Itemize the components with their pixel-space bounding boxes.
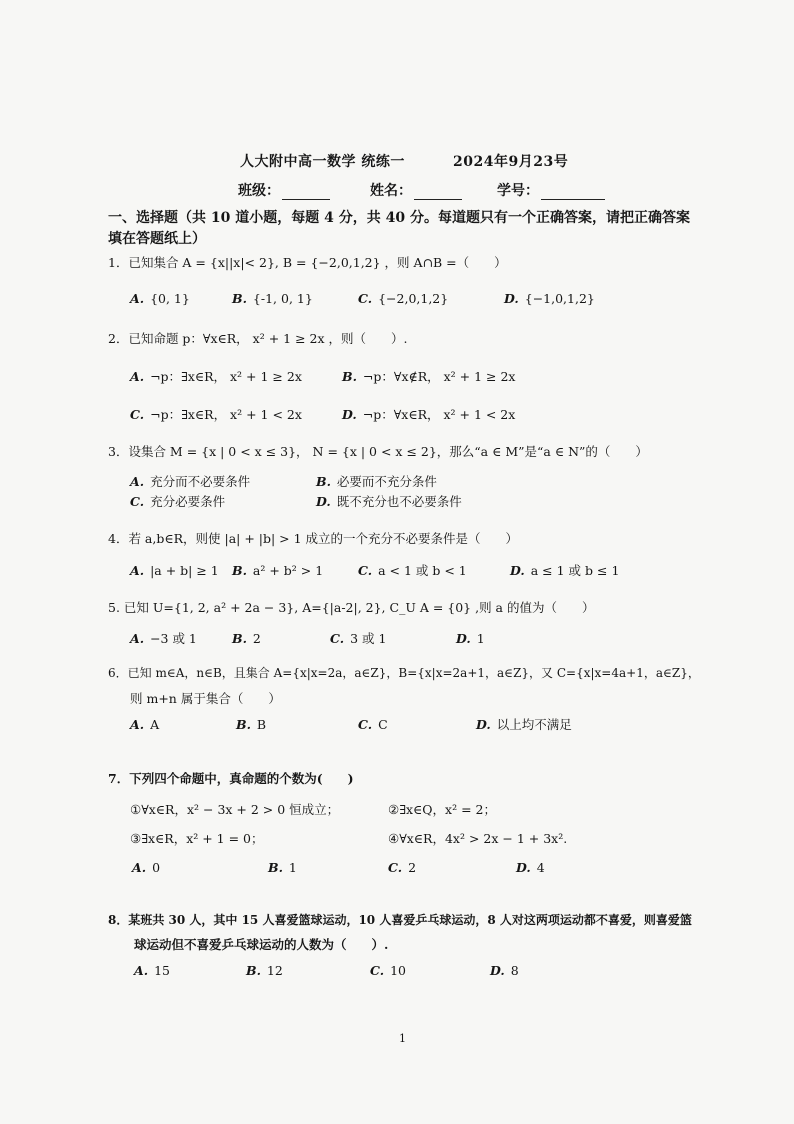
question-3-option-d: D. 既不充分也不必要条件	[316, 494, 462, 509]
question-4-option-c: C. a < 1 或 b < 1	[358, 563, 467, 578]
name-label: 姓名：	[370, 183, 412, 199]
question-2-stem: 2．已知命题 p：∀x∈R， x² + 1 ≥ 2x ，则（ ）.	[108, 331, 408, 346]
question-1-option-b: B. {-1, 0, 1}	[232, 291, 313, 306]
question-2-option-c: C. ¬p：∃x∈R， x² + 1 < 2x	[130, 407, 302, 422]
question-5-option-d: D. 1	[456, 631, 485, 646]
question-5-option-a: A. −3 或 1	[130, 631, 197, 646]
question-3-stem: 3．设集合 M = {x | 0 < x ≤ 3}， N = {x | 0 < x ≤ 2}，那么“a ∈ M”是“a ∈ N”的（ ）	[108, 444, 648, 459]
class-blank	[282, 185, 330, 200]
question-8-stem: 8．某班共 30 人，其中 15 人喜爱篮球运动，10 人喜爱乒乓球运动，8 人对这两项运动都不喜爱，则喜爱篮	[108, 913, 692, 927]
question-4-stem: 4．若 a,b∈R，则使 |a| + |b| > 1 成立的一个充分不必要条件是（ ）	[108, 531, 519, 546]
question-1-stem: 1．已知集合 A = {x||x|< 2}, B = {−2,0,1,2} ，则 A∩B =（ ）	[108, 255, 507, 270]
question-4-option-a: A. |a + b| ≥ 1	[130, 563, 219, 578]
question-5-option-c: C. 3 或 1	[330, 631, 387, 646]
question-6-option-a: A. A	[130, 717, 160, 732]
question-8-option-b: B. 12	[246, 963, 283, 978]
question-2-option-a: A. ¬p：∃x∈R， x² + 1 ≥ 2x	[130, 369, 302, 384]
section-heading-line1: 一、选择题（共 10 道小题，每题 4 分，共 40 分。每道题只有一个正确答案，请把正确答案	[108, 210, 690, 226]
question-6-stem-continued: 则 m+n 属于集合（ ）	[130, 691, 281, 706]
page-number: 1	[399, 1032, 406, 1045]
question-2-option-b: B. ¬p：∀x∉R， x² + 1 ≥ 2x	[342, 369, 516, 384]
question-8-option-d: D. 8	[490, 963, 519, 978]
question-6-option-b: B. B	[236, 717, 267, 732]
question-8-option-c: C. 10	[370, 963, 406, 978]
question-6-stem: 6．已知 m∈A，n∈B，且集合 A={x|x=2a，a∈Z}，B={x|x=2a+1，a∈Z}，又 C={x|x=4a+1，a∈Z}，	[108, 666, 700, 680]
question-8-option-a: A. 15	[134, 963, 170, 978]
id-label: 学号：	[497, 183, 539, 199]
question-7-proposition-1: ①∀x∈R，x² − 3x + 2 > 0 恒成立；	[130, 802, 340, 817]
question-1-option-c: C. {−2,0,1,2}	[358, 291, 449, 306]
exam-date: 2024年9月23号	[453, 154, 569, 170]
name-blank	[414, 185, 462, 200]
question-7-proposition-3: ③∃x∈R，x² + 1 = 0；	[130, 831, 264, 846]
id-blank	[541, 185, 605, 200]
question-4-option-b: B. a² + b² > 1	[232, 563, 324, 578]
question-7-proposition-2: ②∃x∈Q，x² = 2；	[388, 802, 496, 817]
question-3-option-c: C. 充分必要条件	[130, 494, 226, 509]
id-field	[497, 180, 605, 200]
question-4-option-d: D. a ≤ 1 或 b ≤ 1	[510, 563, 620, 578]
question-6-option-d: D. 以上均不满足	[476, 717, 572, 732]
name-field	[370, 180, 462, 200]
question-1-option-d: D. {−1,0,1,2}	[504, 291, 595, 306]
question-3-option-b: B. 必要而不充分条件	[316, 474, 437, 489]
question-6-option-c: C. C	[358, 717, 388, 732]
question-7-stem: 7．下列四个命题中，真命题的个数为( )	[108, 771, 354, 786]
question-7-proposition-4: ④∀x∈R，4x² > 2x − 1 + 3x².	[388, 831, 568, 846]
section-heading-line2: 填在答题纸上）	[108, 231, 206, 247]
question-8-stem-continued: 球运动但不喜爱乒乓球运动的人数为（ ）.	[134, 937, 389, 952]
question-7-option-b: B. 1	[268, 860, 297, 875]
exam-title: 人大附中高一数学 统练一	[240, 154, 405, 170]
question-3-option-a: A. 充分而不必要条件	[130, 474, 251, 489]
question-2-option-d: D. ¬p：∀x∈R， x² + 1 < 2x	[342, 407, 516, 422]
question-5-option-b: B. 2	[232, 631, 261, 646]
question-7-option-c: C. 2	[388, 860, 417, 875]
question-5-stem: 5. 已知 U={1, 2, a² + 2a − 3}, A={|a-2|, 2}, C_U A = {0} ,则 a 的值为（ ）	[108, 600, 595, 615]
question-7-option-a: A. 0	[132, 860, 161, 875]
question-7-option-d: D. 4	[516, 860, 545, 875]
question-1-option-a: A. {0, 1}	[130, 291, 190, 306]
class-field	[238, 180, 330, 200]
class-label: 班级：	[238, 183, 280, 199]
